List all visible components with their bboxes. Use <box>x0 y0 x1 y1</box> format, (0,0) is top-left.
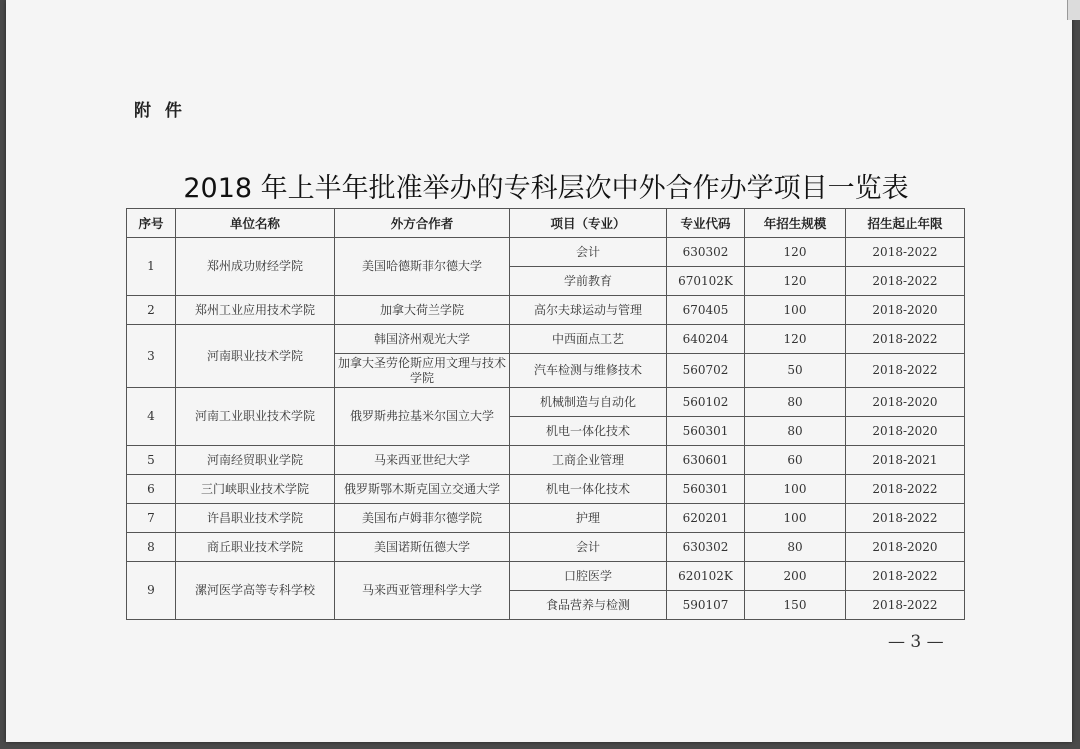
header-cell-years: 招生起止年限 <box>846 209 965 238</box>
page-corner-mark <box>1067 0 1080 20</box>
row-number: 4 <box>127 388 176 446</box>
major-code: 560102 <box>667 388 745 417</box>
enrollment-years: 2018-2022 <box>846 504 965 533</box>
table-row <box>127 325 965 354</box>
partner-name: 马来西亚世纪大学 <box>335 446 510 475</box>
table-row <box>127 504 965 533</box>
major-code: 640204 <box>667 325 745 354</box>
enrollment-years: 2018-2022 <box>846 475 965 504</box>
enrollment-years: 2018-2022 <box>846 591 965 620</box>
table-header-row <box>127 209 965 238</box>
partner-name: 加拿大圣劳伦斯应用文理与技术学院 <box>335 354 510 388</box>
enrollment-scale: 80 <box>745 388 846 417</box>
row-number: 7 <box>127 504 176 533</box>
attachment-label: 附 件 <box>134 101 186 121</box>
header-cell-no: 序号 <box>127 209 176 238</box>
enrollment-years: 2018-2020 <box>846 417 965 446</box>
enrollment-scale: 120 <box>745 267 846 296</box>
major-name: 机电一体化技术 <box>510 475 667 504</box>
unit-name: 郑州成功财经学院 <box>176 238 335 296</box>
enrollment-years: 2018-2022 <box>846 238 965 267</box>
major-name: 汽车检测与维修技术 <box>510 354 667 388</box>
partner-name: 加拿大荷兰学院 <box>335 296 510 325</box>
unit-name: 郑州工业应用技术学院 <box>176 296 335 325</box>
major-name: 会计 <box>510 533 667 562</box>
major-code: 630302 <box>667 238 745 267</box>
enrollment-scale: 120 <box>745 325 846 354</box>
major-code: 560702 <box>667 354 745 388</box>
programs-table <box>126 208 965 620</box>
enrollment-years: 2018-2020 <box>846 533 965 562</box>
major-code: 630302 <box>667 533 745 562</box>
enrollment-scale: 80 <box>745 417 846 446</box>
row-number: 1 <box>127 238 176 296</box>
partner-name: 俄罗斯鄂木斯克国立交通大学 <box>335 475 510 504</box>
enrollment-scale: 150 <box>745 591 846 620</box>
enrollment-scale: 100 <box>745 296 846 325</box>
table-row <box>127 533 965 562</box>
partner-name: 美国哈德斯菲尔德大学 <box>335 238 510 296</box>
table-row <box>127 388 965 417</box>
enrollment-scale: 100 <box>745 504 846 533</box>
unit-name: 河南经贸职业学院 <box>176 446 335 475</box>
enrollment-scale: 120 <box>745 238 846 267</box>
major-name: 护理 <box>510 504 667 533</box>
enrollment-scale: 60 <box>745 446 846 475</box>
row-number: 6 <box>127 475 176 504</box>
row-number: 2 <box>127 296 176 325</box>
partner-name: 俄罗斯弗拉基米尔国立大学 <box>335 388 510 446</box>
document-page <box>6 0 1072 742</box>
enrollment-years: 2018-2021 <box>846 446 965 475</box>
major-name: 食品营养与检测 <box>510 591 667 620</box>
partner-name: 马来西亚管理科学大学 <box>335 562 510 620</box>
major-code: 620102K <box>667 562 745 591</box>
unit-name: 河南工业职业技术学院 <box>176 388 335 446</box>
table-row <box>127 296 965 325</box>
table-row <box>127 238 965 267</box>
partner-name: 美国布卢姆菲尔德学院 <box>335 504 510 533</box>
enrollment-years: 2018-2022 <box>846 267 965 296</box>
row-number: 3 <box>127 325 176 388</box>
enrollment-years: 2018-2020 <box>846 296 965 325</box>
row-number: 8 <box>127 533 176 562</box>
enrollment-years: 2018-2022 <box>846 562 965 591</box>
row-number: 9 <box>127 562 176 620</box>
major-name: 机电一体化技术 <box>510 417 667 446</box>
header-cell-unit: 单位名称 <box>176 209 335 238</box>
row-number: 5 <box>127 446 176 475</box>
unit-name: 河南职业技术学院 <box>176 325 335 388</box>
partner-name: 美国诺斯伍德大学 <box>335 533 510 562</box>
major-code: 670405 <box>667 296 745 325</box>
header-cell-scale: 年招生规模 <box>745 209 846 238</box>
unit-name: 商丘职业技术学院 <box>176 533 335 562</box>
major-code: 590107 <box>667 591 745 620</box>
header-cell-partner: 外方合作者 <box>335 209 510 238</box>
major-code: 620201 <box>667 504 745 533</box>
enrollment-scale: 50 <box>745 354 846 388</box>
unit-name: 漯河医学高等专科学校 <box>176 562 335 620</box>
major-code: 560301 <box>667 475 745 504</box>
enrollment-years: 2018-2020 <box>846 388 965 417</box>
table-row <box>127 446 965 475</box>
major-code: 630601 <box>667 446 745 475</box>
major-name: 中西面点工艺 <box>510 325 667 354</box>
header-cell-code: 专业代码 <box>667 209 745 238</box>
page-number: — 3 — <box>888 632 944 652</box>
enrollment-scale: 80 <box>745 533 846 562</box>
partner-name: 韩国济州观光大学 <box>335 325 510 354</box>
major-name: 工商企业管理 <box>510 446 667 475</box>
table-row <box>127 562 965 591</box>
enrollment-scale: 100 <box>745 475 846 504</box>
major-name: 学前教育 <box>510 267 667 296</box>
major-code: 670102K <box>667 267 745 296</box>
major-name: 会计 <box>510 238 667 267</box>
major-code: 560301 <box>667 417 745 446</box>
table-row <box>127 475 965 504</box>
table-body <box>127 238 965 620</box>
enrollment-years: 2018-2022 <box>846 325 965 354</box>
document-title: 2018 年上半年批准举办的专科层次中外合作办学项目一览表 <box>183 173 909 204</box>
header-cell-major: 项目（专业） <box>510 209 667 238</box>
unit-name: 三门峡职业技术学院 <box>176 475 335 504</box>
major-name: 口腔医学 <box>510 562 667 591</box>
major-name: 机械制造与自动化 <box>510 388 667 417</box>
unit-name: 许昌职业技术学院 <box>176 504 335 533</box>
enrollment-scale: 200 <box>745 562 846 591</box>
major-name: 高尔夫球运动与管理 <box>510 296 667 325</box>
enrollment-years: 2018-2022 <box>846 354 965 388</box>
